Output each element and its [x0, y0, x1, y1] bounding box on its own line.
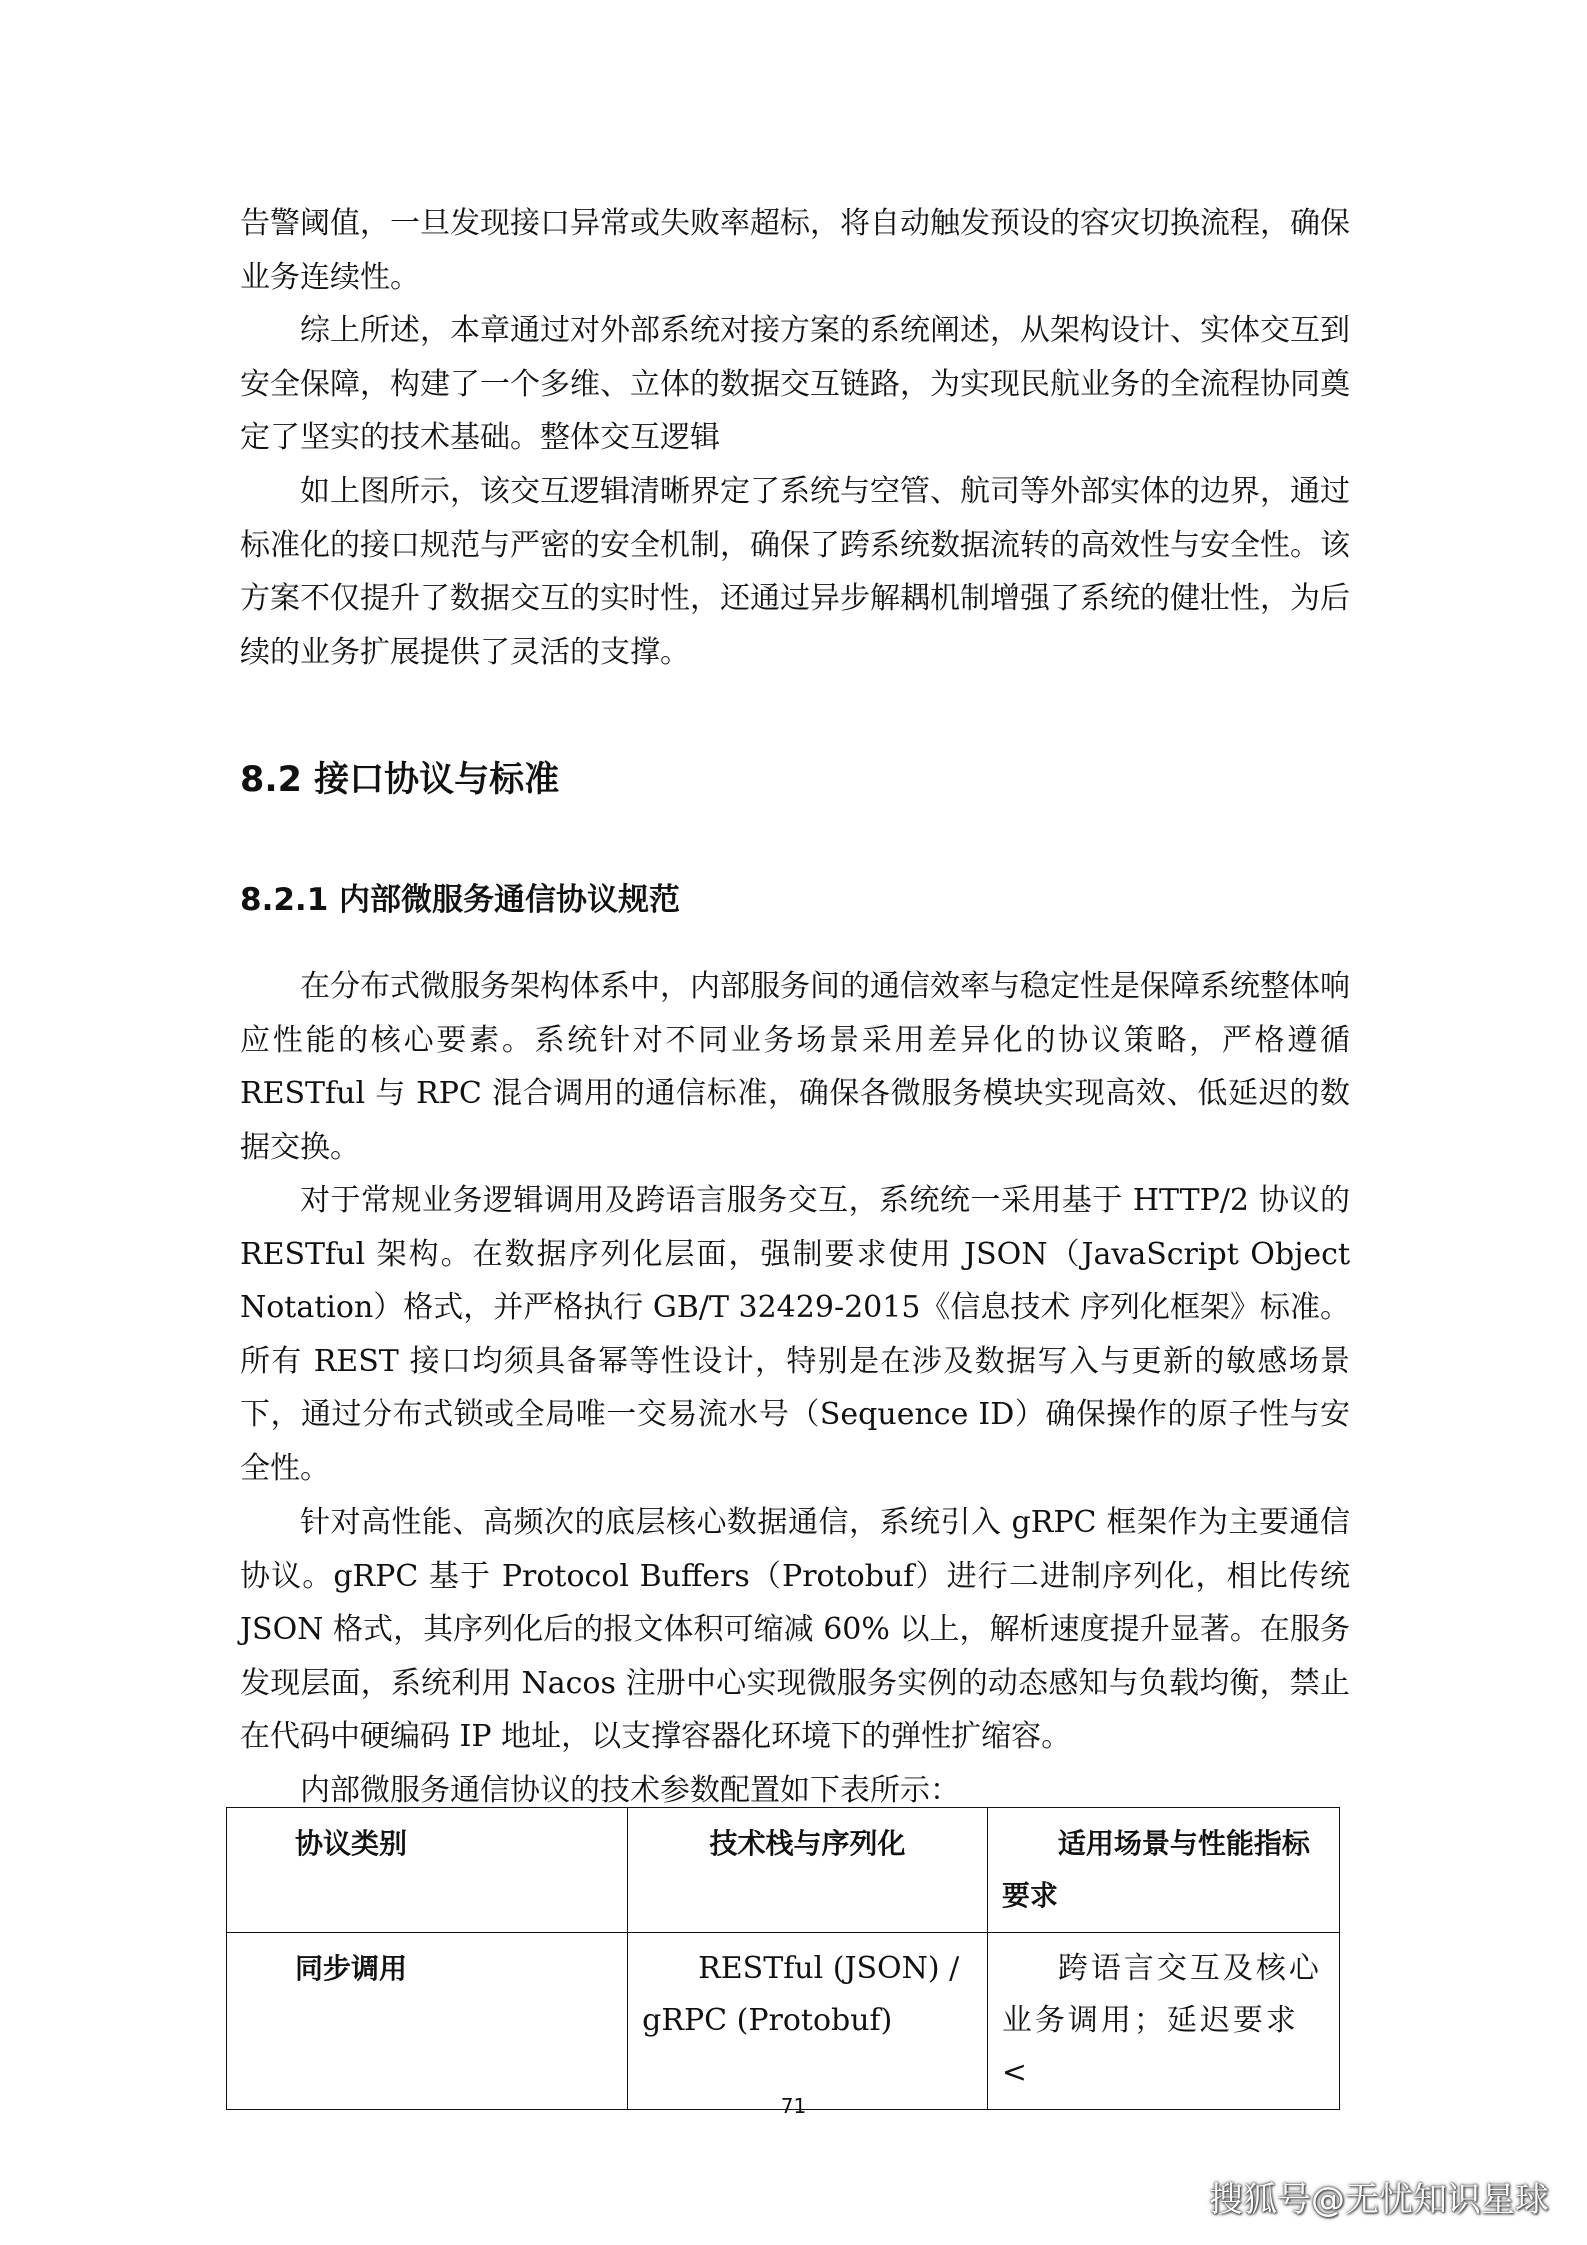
paragraph-chapter-summary: 综上所述，本章通过对外部系统对接方案的系统阐述，从架构设计、实体交互到安全保障，构建了一个多维、立体的数据交互链路，为实现民航业务的全流程协同奠定了坚实的技术基础。整体交互逻辑: [240, 313, 1350, 455]
table-header-row: [227, 1808, 1340, 1933]
table-row: [227, 1933, 1340, 2110]
paragraph-interaction-logic: 如上图所示，该交互逻辑清晰界定了系统与空管、航司等外部实体的边界，通过标准化的接口规范与严密的安全机制，确保了跨系统数据流转的高效性与安全性。该方案不仅提升了数据交互的实时性，还通过异步解耦机制增强了系统的健壮性，为后续的业务扩展提供了灵活的支撑。: [240, 474, 1350, 670]
cell-stack: RESTful (JSON) / gRPC (Protobuf): [628, 1933, 988, 2110]
paragraph-restful-json: 对于常规业务逻辑调用及跨语言服务交互，系统统一采用基于 HTTP/2 协议的 RESTful 架构。在数据序列化层面，强制要求使用 JSON（JavaScript Object Notation）格式，并严格执行 GB/T 32429-2015《信息技术 序列化框架》标准。所有 REST 接口均须具备幂等性设计，特别是在涉及数据写入与更新的敏感场景下，通过分布式锁或全局唯一交易流水号（Sequence ID）确保操作的原子性与安全性。: [240, 1183, 1350, 1486]
watermark: 搜狐号@无忧知识星球: [1209, 2180, 1549, 2220]
paragraph-microservice-overview: 在分布式微服务架构体系中，内部服务间的通信效率与稳定性是保障系统整体响应性能的核心要素。系统针对不同业务场景采用差异化的协议策略，严格遵循 RESTful 与 RPC 混合调用的通信标准，确保各微服务模块实现高效、低延迟的数据交换。: [240, 969, 1350, 1165]
cell-scenario: 跨语言交互及核心业务调用；延迟要求 <: [987, 1933, 1339, 2110]
paragraph-grpc-protobuf: 针对高性能、高频次的底层核心数据通信，系统引入 gRPC 框架作为主要通信协议。gRPC 基于 Protocol Buffers（Protobuf）进行二进制序列化，相比传统 JSON 格式，其序列化后的报文体积可缩减 60% 以上，解析速度提升显著。在服务发现层面，系统利用 Nacos 注册中心实现微服务实例的动态感知与负载均衡，禁止在代码中硬编码 IP 地址，以支撑容器化环境下的弹性扩缩容。: [240, 1505, 1350, 1754]
section-heading: 8.2 接口协议与标准: [240, 760, 560, 800]
cell-category: 同步调用: [227, 1933, 628, 2110]
subsection-heading: 8.2.1 内部微服务通信协议规范: [240, 882, 681, 918]
header-protocol-category: 协议类别: [227, 1808, 628, 1933]
paragraph-table-intro: 内部微服务通信协议的技术参数配置如下表所示：: [300, 1773, 960, 1808]
header-scenario: 适用场景与性能指标要求: [987, 1808, 1339, 1933]
paragraph-alert-threshold: 告警阈值，一旦发现接口异常或失败率超标，将自动触发预设的容灾切换流程，确保业务连续性。: [240, 206, 1350, 295]
page-number: 71: [780, 2094, 807, 2118]
header-tech-stack: 技术栈与序列化: [628, 1808, 988, 1933]
protocol-table: [226, 1807, 1340, 2110]
